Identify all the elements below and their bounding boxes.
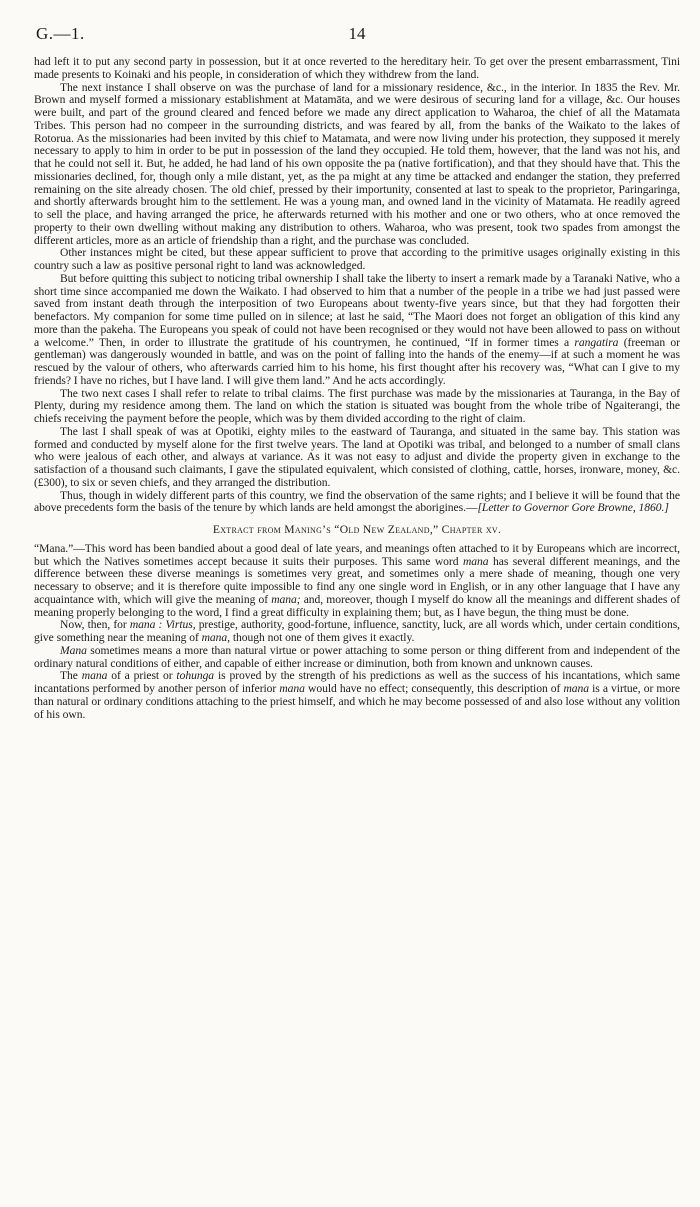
paragraph-mana-definitions — [34, 619, 680, 645]
page-number: 14 — [348, 24, 366, 43]
paragraph-matamata-purchase: The next instance I shall observe on was the purchase of land for a missionary residence, &c., in the interior. In 1835 the Rev. Mr. Brown and myself formed a missionary establishment at Matamāta, and we were desirous of securing land for a village, &c. Our houses were built, and part of the ground cleared and fenced before we made any direct application to Waharoa, the chief of all the Matamata Tribes. This person had no compeer in the surrounding districts, and was feared by all, from the banks of the Waikato to the lakes of Rotorua. As the missionaries had been invited by this chief to Matamata, and were now living under his protection, they supposed it merely necessary to apply to him in order to be put in possession of the land they occupied. He told them, however, that the land was not his, and that he could not sell it. But, he added, he had land of his own opposite the pa (native fortification), and that they should have that. This the missionaries declined, for, though only a mile distant, yet, as the pa might at any time be attacked and endanger the station, they preferred remaining on the site already chosen. The old chief, pressed by their importunity, consented at last to speak to the proprietor, Paringaringa, and shortly afterwards brought him to the settlement. He was a young man, and owned land in the vicinity of Matamata. He readily agreed to sell the place, and having arranged the price, he afterwards returned with his mother and one or two others, who at once removed the property to their own dwelling without making any distribution to others. Waharoa, who was present, took two spades from amongst the different articles, more as an article of friendship than a right, and the purchase was concluded. — [34, 80, 680, 247]
term-mana: mana — [563, 682, 590, 695]
section-heading — [34, 524, 680, 537]
paragraph-mana-priest — [34, 670, 680, 721]
paragraph-tauranga: The two next cases I shall refer to relate to tribal claims. The first purchase was made by the missionaries at Tauranga, in the Bay of Plenty, during my residence among them. The land on which the station is situated was bought from the whole tribe of Ngaiterangi, the chiefs receiving the payment before the people, which was by them divided according to the right of claim. — [34, 386, 680, 425]
paragraph-taranaki-native — [34, 273, 680, 388]
paragraph-mana-virtue — [34, 645, 680, 671]
mana-priest-lead: The — [60, 669, 82, 683]
conclusion-text: Thus, though in widely different parts of this country, we find the observation of the same rights; and I believe it will be found that the above precedents form the basis of the tenure by which lands are held amongst the aborigines.— — [34, 488, 680, 515]
mana-priest-mid: of a priest or — [107, 669, 177, 683]
mana-virtue-tail: sometimes means a more than natural virtue or power attaching to some person or thing different from and independent of the ordinary natural conditions of either, and capable of either increase or diminution, both from known and unknown causes. — [34, 643, 680, 670]
term-virtus: Virtus, — [165, 618, 196, 632]
mana-intro-mid: has several different meanings, and the difference between these diverse meanings is sometimes very great, and sometimes only a mere shade of meaning, though one very necessary to observe; and it is therefore quite impossible to find any one single word in English, or in any other language that I have any acquaintance with, which will give the meaning of — [34, 554, 680, 606]
term-mana: mana, — [201, 631, 231, 644]
mana-def-lead: Now, then, for — [60, 618, 130, 632]
taranaki-text: But before quitting this subject to noticing tribal ownership I shall take the liberty to insert a remark made by a Taranaki Native, who a short time since accompanied me down the Waikato. I had observed to him that a number of the people in a tribe we had just passed were saved from instant death through the interposition of two Europeans about twenty-five years since, but that they had forgotten their benefactors. My companion for some time pulled on in silence; at last he said, “The Maori does not forget an obligation of this kind any more than the pakeha. The Europeans you speak of could not have been recognised or they would not have been allowed to pass on without a welcome.” Then, in order to illustrate the gratitude of his countrymen, he continued, “If in former times a — [34, 271, 680, 349]
term-mana: mana : — [129, 618, 163, 632]
page-header — [34, 24, 680, 56]
paragraph-conclusion — [34, 490, 680, 516]
term-mana: mana — [462, 554, 489, 568]
term-mana: mana; — [271, 592, 301, 606]
paragraph-continuation: had left it to put any second party in possession, but it at once reverted to the hereditary heir. To get over the present embarrassment, Tini made presents to Koinaki and his people, in consideration of which they withdrew from the land. — [34, 55, 680, 81]
term-tohunga: tohunga — [176, 669, 215, 683]
mana-priest-mid3: would have no effect; consequently, this description of — [304, 682, 564, 695]
term-mana: mana — [279, 682, 305, 695]
letter-reference: [Letter to Governor Gore Browne, 1860.] — [477, 501, 669, 515]
paragraph-other-instances: Other instances might be cited, but these appear sufficient to prove that according to the primitive usages originally existing in this country such a law as positive personal right to land was acknowledged. — [34, 246, 680, 272]
mana-def-mid: prestige, authority, good-fortune, influence, sanctity, luck, are all words which, under certain conditions, give something near the meaning of — [34, 618, 680, 644]
paragraph-opotiki: The last I shall speak of was at Opotiki, eighty miles to the eastward of Tauranga, and situated in the same bay. This station was formed and conducted by myself alone for the first twelve years. The land at Opotiki was tribal, and belonged to a number of small clans who were jealous of each other, and always at variance. As it was not easy to adjust and divide the property given in exchange to the satisfaction of a thousand such claimants, I gave the stipulated equivalent, which consisted of clothing, cattle, horses, ironware, money, &c. (£300), to six or seven chiefs, and they arranged the distribution. — [34, 424, 680, 489]
mana-priest-tail: is a virtue, or more than natural or ordinary conditions attaching to the priest himself, and which he may become possessed of and also lose without any volition of his own. — [34, 682, 680, 721]
term-mana: Mana — [60, 643, 87, 657]
term-rangatira: rangatira — [574, 335, 619, 349]
mana-intro-tail: and, moreover, though I myself do know all the meanings and different shades of meaning properly belonging to the word, I find a great difficulty in explaining them; but, as I have begun, the thing must be done. — [34, 592, 681, 619]
heading-title: Old New Zealand — [339, 523, 430, 536]
paragraph-mana-intro — [34, 543, 680, 620]
mana-priest-mid2: is proved by the strength of his predictions as well as the success of his incantations, which same incantations performed by another person of inferior — [34, 669, 680, 695]
mana-intro-lead: “Mana.”—This word has been bandied about a good deal of late years, and meanings often attached to it by Europeans which are incorrect, but which the Natives sometimes accept because it suits their purposes. This same word — [34, 541, 680, 568]
mana-def-tail: though not one of them gives it exactly. — [230, 631, 415, 644]
heading-prefix: Extract from Maning’s “ — [212, 523, 340, 536]
rangatira-gloss: (freeman or gentleman) was dangerously wounded in battle, and was on the point of falling into the hands of the enemy—if at such a moment he was rescued by the valour of others, who afterwards carried him to his home, his first thought after his recovery was, “What can I give to my friends? I have no riches, but I have land. I will give them land.” And he acts accordingly. — [34, 335, 680, 387]
report-reference: G.—1. — [36, 24, 85, 43]
heading-suffix: ,” Chapter xv. — [429, 523, 502, 536]
term-mana: mana — [81, 669, 108, 683]
